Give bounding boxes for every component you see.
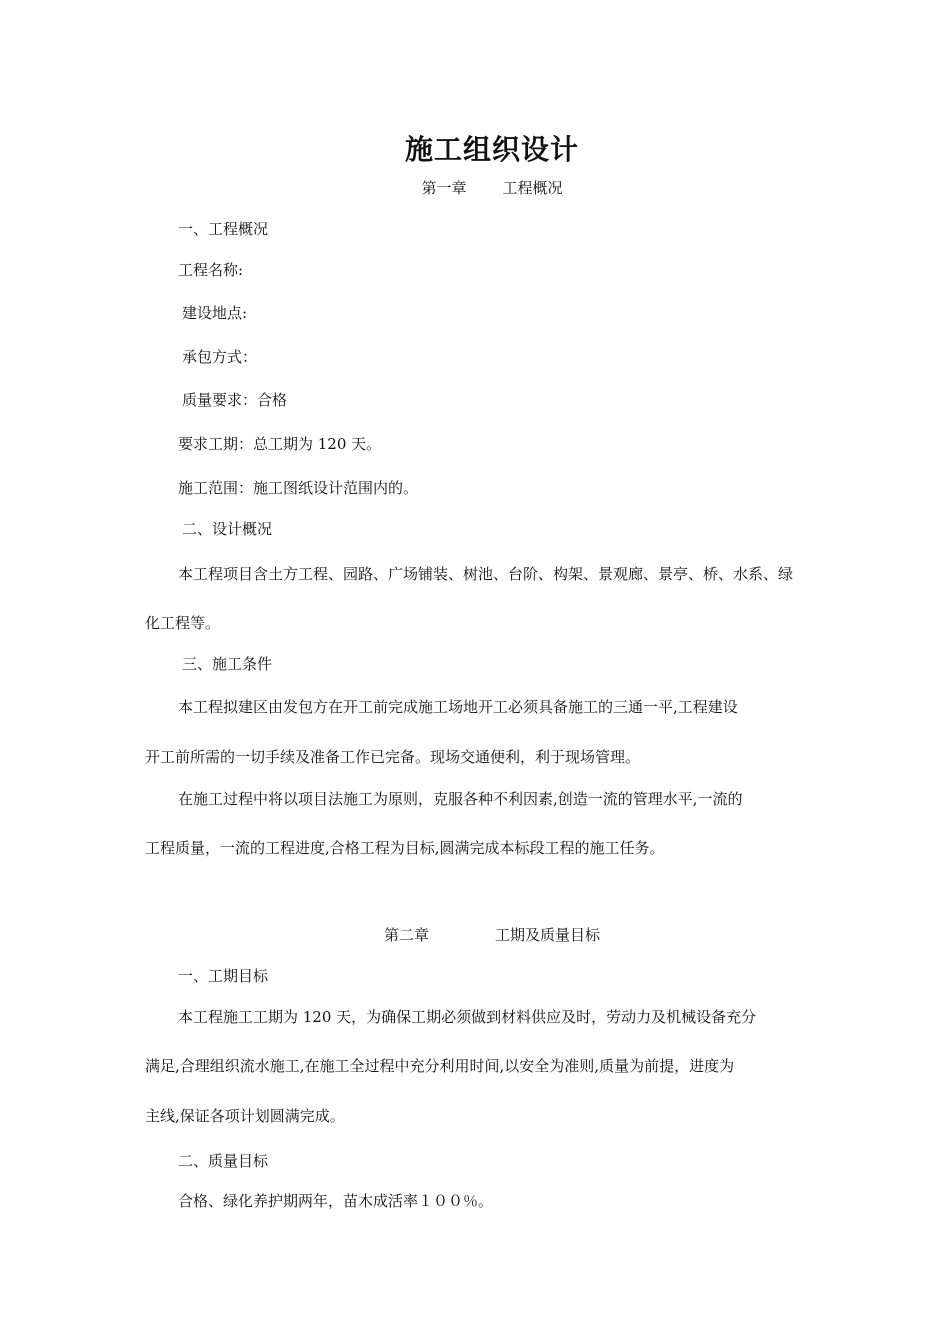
conditions-paragraph-line-1: 本工程拟建区由发包方在开工前完成施工场地开工必须具备施工的三通一平,工程建设 (178, 698, 738, 716)
chapter-2-heading (0, 925, 950, 945)
design-paragraph-line-1: 本工程项目含土方工程、园路、广场铺装、树池、台阶、构架、景观廊、景亭、桥、水系、绿 (178, 565, 794, 583)
chapter-2-number: 第二章 (383, 926, 429, 944)
section-3-heading: 三、施工条件 (182, 655, 273, 673)
chapter-2-section-2-heading: 二、质量目标 (178, 1152, 269, 1170)
chapter-1-number: 第一章 (421, 179, 467, 197)
schedule-paragraph-line-1: 本工程施工工期为 120 天，为确保工期必须做到材料供应及时，劳动力及机械设备充分 (178, 1008, 757, 1026)
section-1-heading: 一、工程概况 (178, 220, 269, 238)
project-name-line: 工程名称: (178, 261, 244, 279)
conditions-paragraph-line-3: 在施工过程中将以项目法施工为原则，克服各种不利因素,创造一流的管理水平,一流的 (178, 790, 743, 808)
chapter-2-section-1-heading: 一、工期目标 (178, 967, 269, 985)
design-paragraph-line-2: 化工程等。 (145, 614, 221, 632)
site-line: 建设地点: (182, 304, 248, 322)
quality-requirement-line: 质量要求：合格 (182, 391, 288, 409)
contract-mode-line: 承包方式： (182, 348, 258, 366)
chapter-1-heading (0, 178, 950, 198)
document-title: 施工组织设计 (404, 133, 579, 166)
chapter-2-name: 工期及质量目标 (495, 926, 601, 944)
duration-line: 要求工期：总工期为 120 天。 (178, 435, 382, 453)
schedule-paragraph-line-3: 主线,保证各项计划圆满完成。 (145, 1107, 345, 1125)
section-2-heading: 二、设计概况 (182, 520, 273, 538)
conditions-paragraph-line-2: 开工前所需的一切手续及准备工作已完备。现场交通便利，利于现场管理。 (145, 748, 641, 766)
chapter-1-name: 工程概况 (502, 179, 563, 197)
quality-target-line: 合格、绿化养护期两年，苗木成活率１００％。 (178, 1192, 494, 1210)
schedule-paragraph-line-2: 满足,合理组织流水施工,在施工全过程中充分利用时间,以安全为准则,质量为前提，进度为 (145, 1057, 735, 1075)
scope-line: 施工范围：施工图纸设计范围内的。 (178, 479, 419, 497)
conditions-paragraph-line-4: 工程质量，一流的工程进度,合格工程为目标,圆满完成本标段工程的施工任务。 (145, 839, 665, 857)
